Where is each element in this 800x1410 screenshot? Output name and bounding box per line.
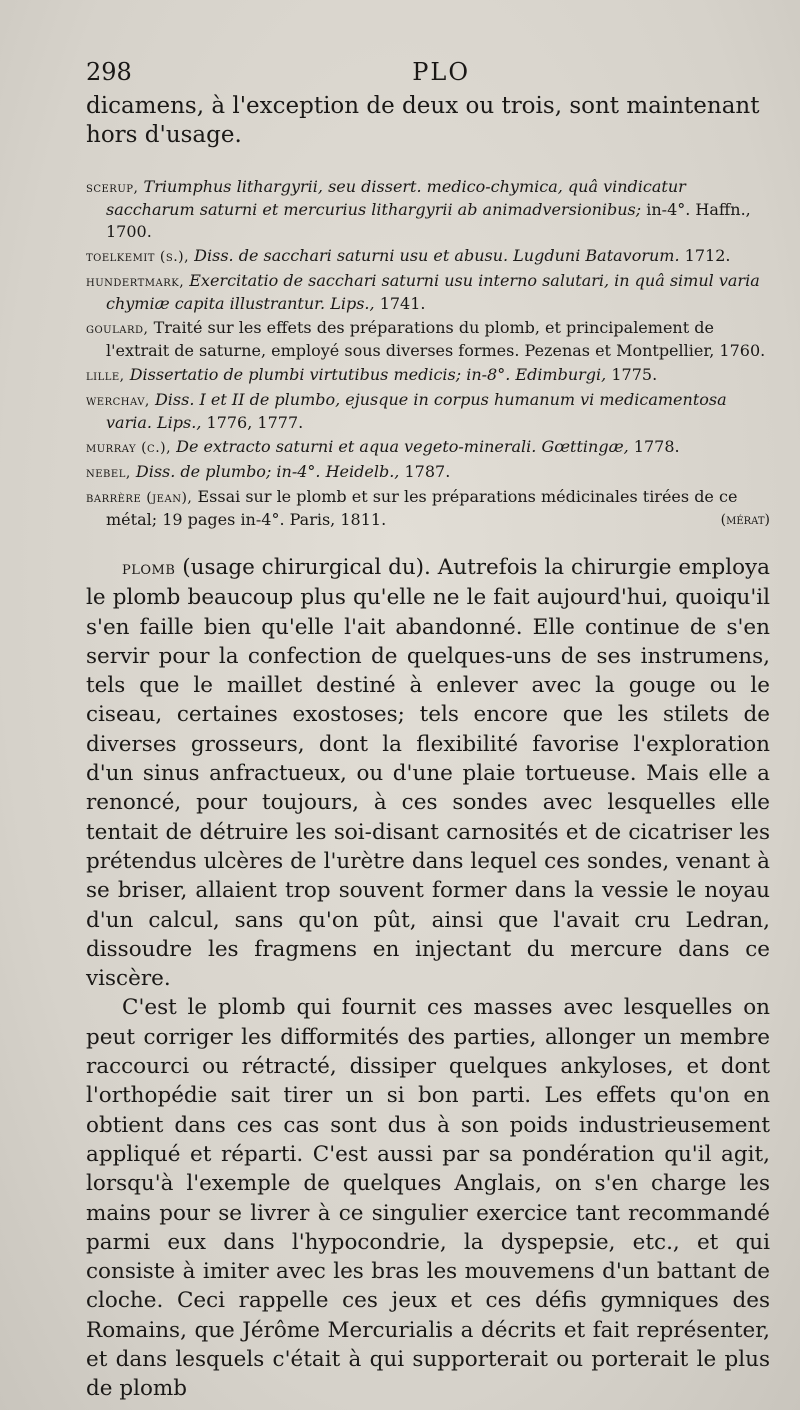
ref-author: nebel, (86, 465, 131, 481)
ref-title: Exercitatio de sacchari saturni usu interno salutari, in quâ simul varia chymiæ capita illustrantur. Lips., (106, 271, 760, 313)
ref-details: 1741. (379, 294, 426, 313)
ref-title: Diss. de plumbo; in-4°. Heidelb., (135, 462, 400, 481)
paragraph-text: C'est le plomb qui fournit ces masses avec lesquelles on peut corriger les difformités des parties, allonger un membre raccourci ou rétracté, dissiper quelques ankyloses, et dont l'orthopédie sait tirer un si bon parti. Les effets qu'on en obtient dans ces cas sont dus à son poids industrieusement appliqué et réparti. C'est aussi par sa pondération qu'il agit, lorsqu'à l'exemple de quelques Anglais, on s'en charge les mains pour se livrer à ce singulier exercice tant recommandé parmi eux dans l'hypocondrie, la dyspepsie, etc., et qui consiste à imiter avec les bras les mouvemens d'un battant de cloche. Ceci rappelle ces jeux et ces défis gymniques des Romains, que Jérôme Mercurialis a décrits et fait représenter, et dans lesquels c'était à qui supporterait ou porterait le plus de plomb (86, 995, 770, 1402)
running-title: PLO (412, 58, 470, 86)
bibliography-entry (86, 436, 770, 459)
entry-headword: plomb (122, 558, 176, 579)
bibliography (86, 176, 770, 531)
ref-author: goulard, (86, 321, 149, 337)
ref-author: scerup, (86, 180, 139, 196)
ref-author: murray (c.), (86, 440, 172, 456)
bibliography-entry (86, 461, 770, 484)
ref-details: 1778. (633, 437, 680, 456)
ref-author: toelkemit (s.), (86, 249, 190, 265)
ref-author: barrère (jean), (86, 490, 193, 506)
ref-details: 1712. (684, 246, 731, 265)
bibliography-entry (86, 486, 770, 531)
paragraph-text: (usage chirurgical du). Autrefois la chirurgie employa le plomb beaucoup plus qu'elle ne le fait aujourd'hui, quoiqu'il s'en faille bien qu'elle l'ait abandonné. Elle continue de s'en servir pour la confection de quelques-uns de ses instrumens, tels que le maillet destiné à enlever avec la gouge ou le ciseau, certaines exostoses; tels encore que les stilets de diverses grosseurs, dont la flexibilité favorise l'exploration d'un sinus anfractueux, ou d'une plaie tortueuse. Mais elle a renoncé, pour toujours, à ces sondes avec lesquelles elle tentait de détruire les soi-disant carnosités et de cicatriser les prétendus ulcères de l'urètre dans lequel ces sondes, venant à se briser, allaient trop souvent former dans la vessie le noyau d'un calcul, sans qu'on pût, ainsi que l'avait cru Ledran, dissoudre les fragmens en injectant du mercure dans ce viscère. (86, 555, 770, 992)
ref-title: Dissertatio de plumbi virtutibus medicis; in-8°. Edimburgi, (129, 365, 607, 384)
author-signature: (mérat) (720, 512, 770, 528)
article-body (86, 553, 770, 1404)
ref-author: werchav, (86, 393, 150, 409)
bibliography-entry (86, 389, 770, 434)
paragraph (86, 553, 770, 993)
ref-title: De extracto saturni et aqua vegeto-minerali. Gœttingæ, (176, 437, 629, 456)
paragraph (86, 993, 770, 1403)
intro-text: dicamens, à l'exception de deux ou trois, sont maintenant hors d'usage. (86, 93, 760, 148)
bibliography-entry (86, 317, 770, 362)
ref-details: Traité sur les effets des préparations du plomb, et principalement de l'extrait de saturne, employé sous diverses formes. Pezenas et Montpellier, 1760. (106, 318, 766, 360)
bibliography-entry (86, 270, 770, 315)
bibliography-entry (86, 364, 770, 387)
ref-title: Diss. I et II de plumbo, ejusque in corpus humanum vi medicamentosa varia. Lips., (106, 390, 727, 432)
ref-title: Diss. de sacchari saturni usu et abusu. Lugduni Batavorum. (194, 246, 680, 265)
page-number: 298 (86, 58, 132, 86)
ref-author: lille, (86, 368, 125, 384)
ref-author: hundertmark, (86, 274, 185, 290)
ref-details: Essai sur le plomb et sur les préparations médicinales tirées de ce métal; 19 pages in-4°. Paris, 1811. (106, 487, 738, 529)
bibliography-entry (86, 245, 770, 268)
bibliography-entry (86, 176, 770, 243)
ref-details: in-4°. Haffn., 1700. (106, 200, 751, 241)
ref-title: Triumphus lithargyrii, seu dissert. medico-chymica, quâ vindicatur saccharum saturni et mercurius lithargyrii ab animadversionibus; (106, 177, 686, 219)
ref-details: 1787. (404, 462, 451, 481)
ref-details: 1775. (611, 365, 658, 384)
ref-details: 1776, 1777. (206, 413, 304, 432)
